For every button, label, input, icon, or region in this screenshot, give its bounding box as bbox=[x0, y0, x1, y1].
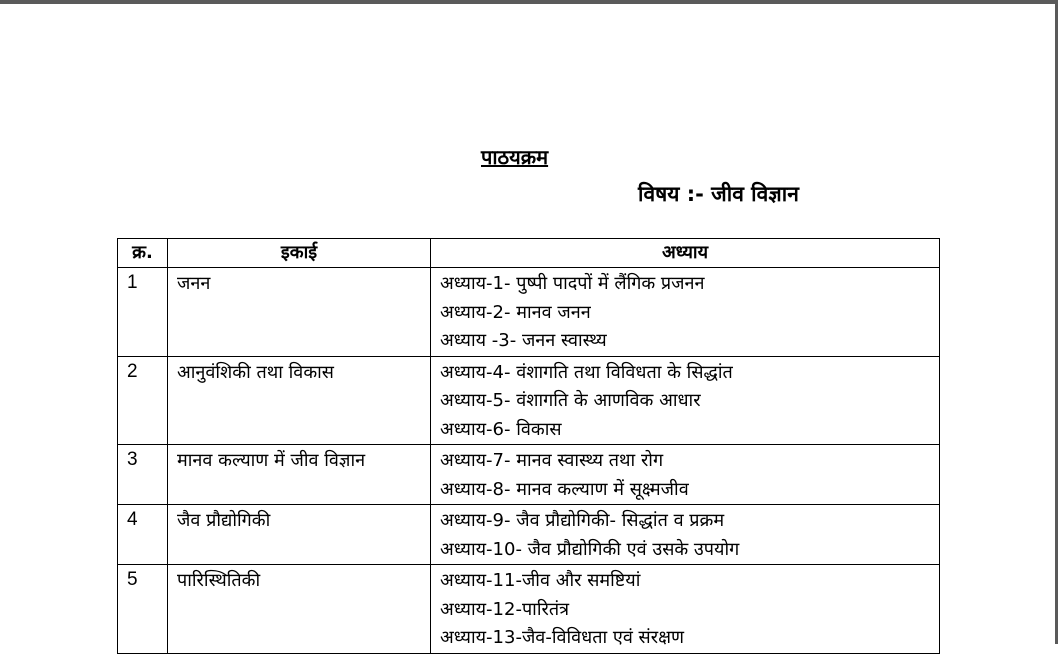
chapter-list bbox=[431, 445, 940, 505]
header-chapter: अध्याय bbox=[431, 239, 940, 268]
row-number: 4 bbox=[118, 505, 168, 565]
chapter-item: अध्याय-7- मानव स्वास्थ्य तथा रोग bbox=[440, 450, 664, 471]
chapter-item: अध्याय-10- जैव प्रौद्योगिकी एवं उसके उपयोग bbox=[440, 538, 740, 560]
unit-name: पारिस्थितिकी bbox=[168, 565, 431, 654]
chapter-list bbox=[431, 565, 940, 654]
unit-name: मानव कल्याण में जीव विज्ञान bbox=[168, 445, 431, 505]
table-row bbox=[118, 356, 940, 445]
chapter-item: अध्याय-2- मानव जनन bbox=[440, 301, 591, 323]
chapter-list bbox=[431, 268, 940, 357]
chapter-item: अध्याय-6- विकास bbox=[440, 418, 562, 440]
chapter-item: अध्याय-12-पारितंत्र bbox=[440, 598, 570, 620]
chapter-item: अध्याय-8- मानव कल्याण में सूक्ष्मजीव bbox=[440, 478, 689, 500]
table-row bbox=[118, 565, 940, 654]
header-serial-number: क्र. bbox=[118, 239, 168, 268]
chapter-item: अध्याय-5- वंशागति के आणविक आधार bbox=[440, 390, 701, 411]
chapter-item: अध्याय-9- जैव प्रौद्योगिकी- सिद्धांत व प्रक्रम bbox=[440, 510, 725, 531]
table-row bbox=[118, 268, 940, 357]
chapter-item: अध्याय-13-जैव-विविधता एवं संरक्षण bbox=[440, 627, 685, 648]
chapter-item: अध्याय-11-जीव और समष्टियां bbox=[440, 570, 641, 591]
unit-name: जैव प्रौद्योगिकी bbox=[168, 505, 431, 565]
document-title: पाठयक्रम bbox=[481, 145, 549, 169]
chapter-list bbox=[431, 505, 940, 565]
table-row bbox=[118, 505, 940, 565]
chapter-item: अध्याय -3- जनन स्वास्थ्य bbox=[440, 330, 607, 351]
chapter-item: अध्याय-4- वंशागति तथा विविधता के सिद्धांत bbox=[440, 361, 733, 383]
unit-name: जनन bbox=[168, 268, 431, 357]
row-number: 3 bbox=[118, 445, 168, 505]
table-header-row bbox=[118, 239, 940, 268]
row-number: 2 bbox=[118, 356, 168, 445]
unit-name: आनुवंशिकी तथा विकास bbox=[168, 356, 431, 445]
document-page bbox=[0, 4, 1055, 648]
row-number: 1 bbox=[118, 268, 168, 357]
header-unit: इकाई bbox=[168, 239, 431, 268]
table-row bbox=[118, 445, 940, 505]
chapter-list bbox=[431, 356, 940, 445]
row-number: 5 bbox=[118, 565, 168, 654]
subject-heading: विषय :- जीव विज्ञान bbox=[638, 182, 799, 206]
syllabus-table bbox=[117, 238, 940, 654]
chapter-item: अध्याय-1- पुष्पी पादपों में लैंगिक प्रजनन bbox=[440, 273, 705, 294]
